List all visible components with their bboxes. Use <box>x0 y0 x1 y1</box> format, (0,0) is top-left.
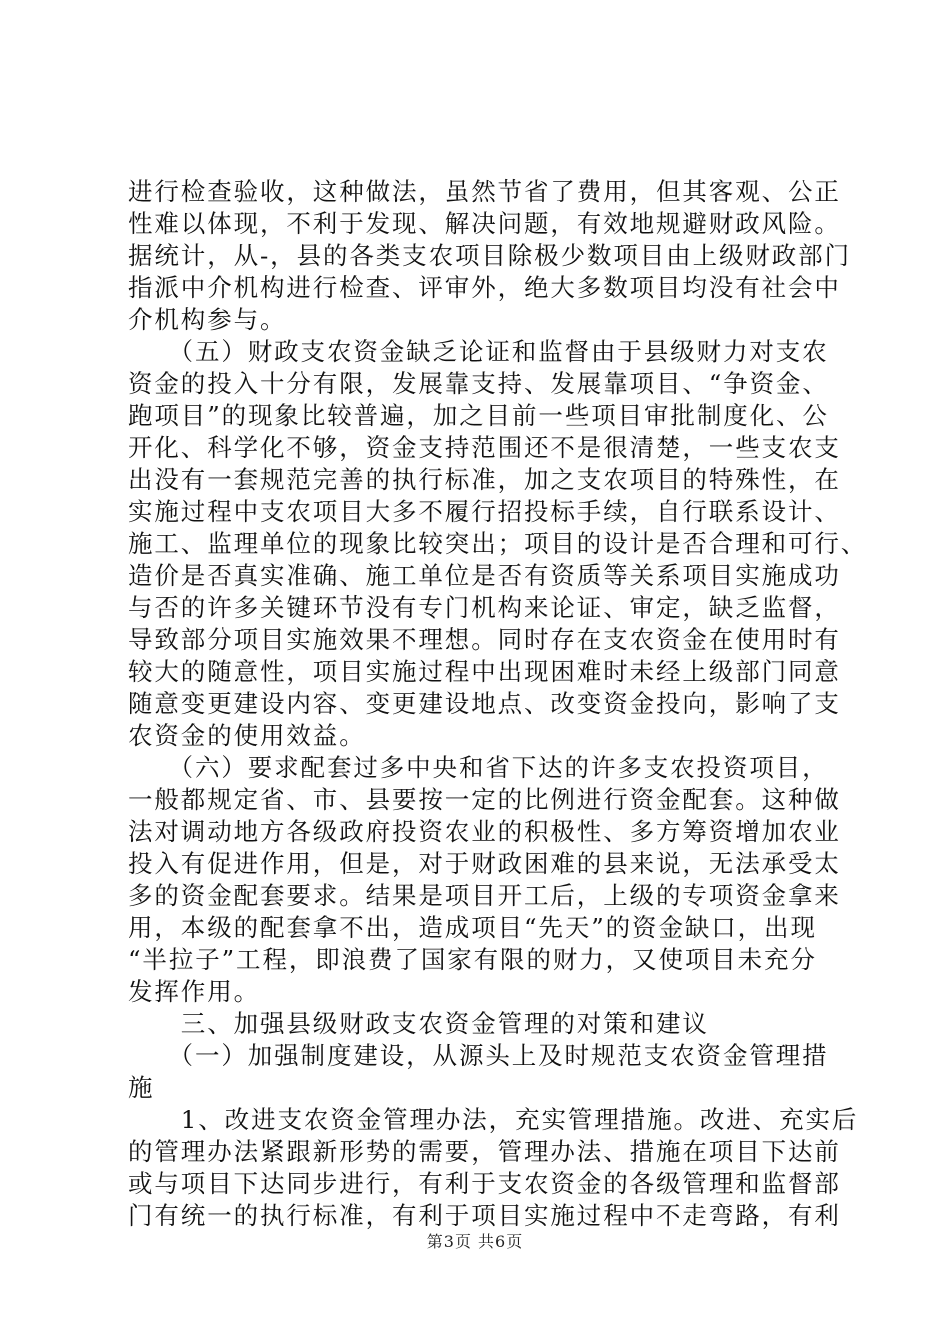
text-line: 跑项目”的现象比较普遍，加之目前一些项目审批制度化、公 <box>128 401 829 430</box>
text-line: 较大的随意性，项目实施过程中出现困难时未经上级部门同意 <box>128 657 841 686</box>
text-line: 用，本级的配套拿不出，造成项目“先天”的资金缺口，出现 <box>128 913 817 942</box>
page-number-footer: 第3页 共6页 <box>426 1232 524 1251</box>
text-line: 投入有促进作用，但是，对于财政困难的县来说，无法承受太 <box>128 849 841 878</box>
text-line: 进行检查验收，这种做法，虽然节省了费用，但其客观、公正 <box>128 177 841 206</box>
text-line: 法对调动地方各级政府投资农业的积极性、多方筹资增加农业 <box>128 817 841 846</box>
text-line: 实施过程中支农项目大多不履行招投标手续，自行联系设计、 <box>128 497 841 526</box>
text-line: 导致部分项目实施效果不理想。同时存在支农资金在使用时有 <box>128 625 841 654</box>
text-line: 1、改进支农资金管理办法，充实管理措施。改进、充实后 <box>128 1105 859 1134</box>
text-line: “半拉子”工程，即浪费了国家有限的财力，又使项目未充分 <box>128 945 817 974</box>
text-line: 施 <box>128 1073 155 1102</box>
text-line: 出没有一套规范完善的执行标准，加之支农项目的特殊性，在 <box>128 465 841 494</box>
text-line: 一般都规定省、市、县要按一定的比例进行资金配套。这种做 <box>128 785 841 814</box>
text-line: 随意变更建设内容、变更建设地点、改变资金投向，影响了支 <box>128 689 841 718</box>
text-line: 据统计，从-，县的各类支农项目除极少数项目由上级财政部门 <box>128 241 851 270</box>
text-line: 与否的许多关键环节没有专门机构来论证、审定，缺乏监督， <box>128 593 841 622</box>
text-line: 开化、科学化不够，资金支持范围还不是很清楚，一些支农支 <box>128 433 841 462</box>
text-line: 的管理办法紧跟新形势的需要，管理办法、措施在项目下达前 <box>128 1137 841 1166</box>
text-line: 发挥作用。 <box>128 977 260 1006</box>
body-text <box>128 176 868 1232</box>
text-line: 介机构参与。 <box>128 305 287 334</box>
section-heading: 三、加强县级财政支农资金管理的对策和建议 <box>128 1009 709 1038</box>
text-line: 造价是否真实准确、施工单位是否有资质等关系项目实施成功 <box>128 561 841 590</box>
text-line: 农资金的使用效益。 <box>128 721 366 750</box>
text-line: （五）财政支农资金缺乏论证和监督由于县级财力对支农 <box>128 337 829 366</box>
text-line: 多的资金配套要求。结果是项目开工后，上级的专项资金拿来 <box>128 881 841 910</box>
text-line: （一）加强制度建设，从源头上及时规范支农资金管理措 <box>128 1041 829 1070</box>
text-line: 性难以体现，不利于发现、解决问题，有效地规避财政风险。 <box>128 209 841 238</box>
text-line: 施工、监理单位的现象比较突出；项目的设计是否合理和可行、 <box>128 529 868 558</box>
text-line: 门有统一的执行标准，有利于项目实施过程中不走弯路，有利 <box>128 1201 841 1230</box>
text-line: 指派中介机构进行检查、评审外，绝大多数项目均没有社会中 <box>128 273 841 302</box>
text-line: 资金的投入十分有限，发展靠支持、发展靠项目、“争资金、 <box>128 369 829 398</box>
text-line: 或与项目下达同步进行，有利于支农资金的各级管理和监督部 <box>128 1169 841 1198</box>
text-line: （六）要求配套过多中央和省下达的许多支农投资项目， <box>128 753 829 782</box>
